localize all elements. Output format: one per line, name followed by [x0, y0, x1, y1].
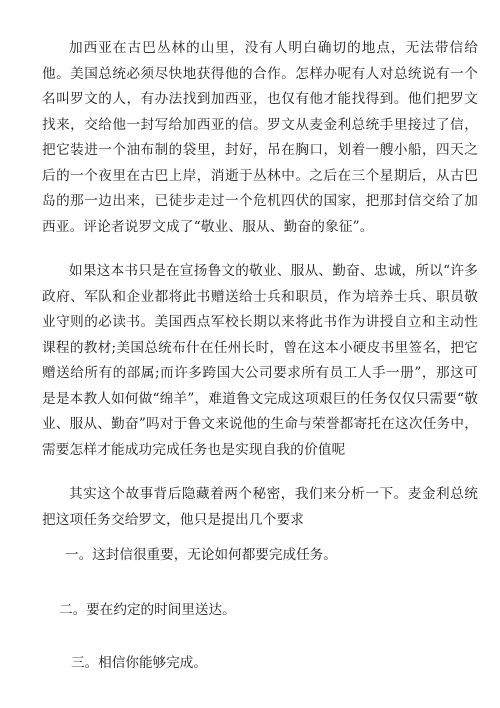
paragraph-book-promotion: 如果这本书只是在宣扬鲁文的敬业、服从、勤奋、忠诚，所以“许多政府、军队和企业都将此书赠送给士兵和职员，作为培养士兵、职员敬业守则的必读书。美国西点军校长期以来将此书作为讲授自立和主动性课程的教材;美国总统布什在任州长时，曾在这本小硬皮书里签名，把它赠送给所有的部属;而许多跨国大公司要求所有员工人手一册”，那这可是是本教人如何做“绵羊”，难道鲁文完成这项艰巨的任务仅仅只需要“敬业、服从、勤奋”吗对于鲁文来说他的生命与荣誉都寄托在这次任务中，需要怎样才能成功完成任务也是实现自我的价值呢 [42, 263, 478, 458]
paragraph-rowan-story: 加西亚在古巴丛林的山里，没有人明白确切的地点，无法带信给他。美国总统必须尽快地获得他的合作。怎样办呢有人对总统说有一个名叫罗文的人，有办法找到加西亚，也仅有他才能找得到。他们把罗文找来，交给他一封写给加西亚的信。罗文从麦金利总统手里接过了信，把它装进一个油布制的袋里，封好，吊在胸口，划着一艘小船，四天之后的一个夜里在古巴上岸，消逝于丛林中。之后在三个星期后，从古巴岛的那一边出来，已徒步走过一个危机四伏的国家，把那封信交给了加西亚。评论者说罗文成了“敬业、服从、勤奋的象征”。 [42, 40, 478, 235]
paragraph-two-secrets: 其实这个故事背后隐藏着两个秘密，我们来分析一下。麦金利总统把这项任务交给罗文，他只是提出几个要求 [42, 486, 478, 528]
requirement-item-1: 一。这封信很重要，无论如何都要完成任务。 [65, 547, 337, 563]
requirement-item-2: 二。要在约定的时间里送达。 [59, 602, 236, 618]
requirement-item-3: 三。相信你能够完成。 [71, 655, 207, 671]
